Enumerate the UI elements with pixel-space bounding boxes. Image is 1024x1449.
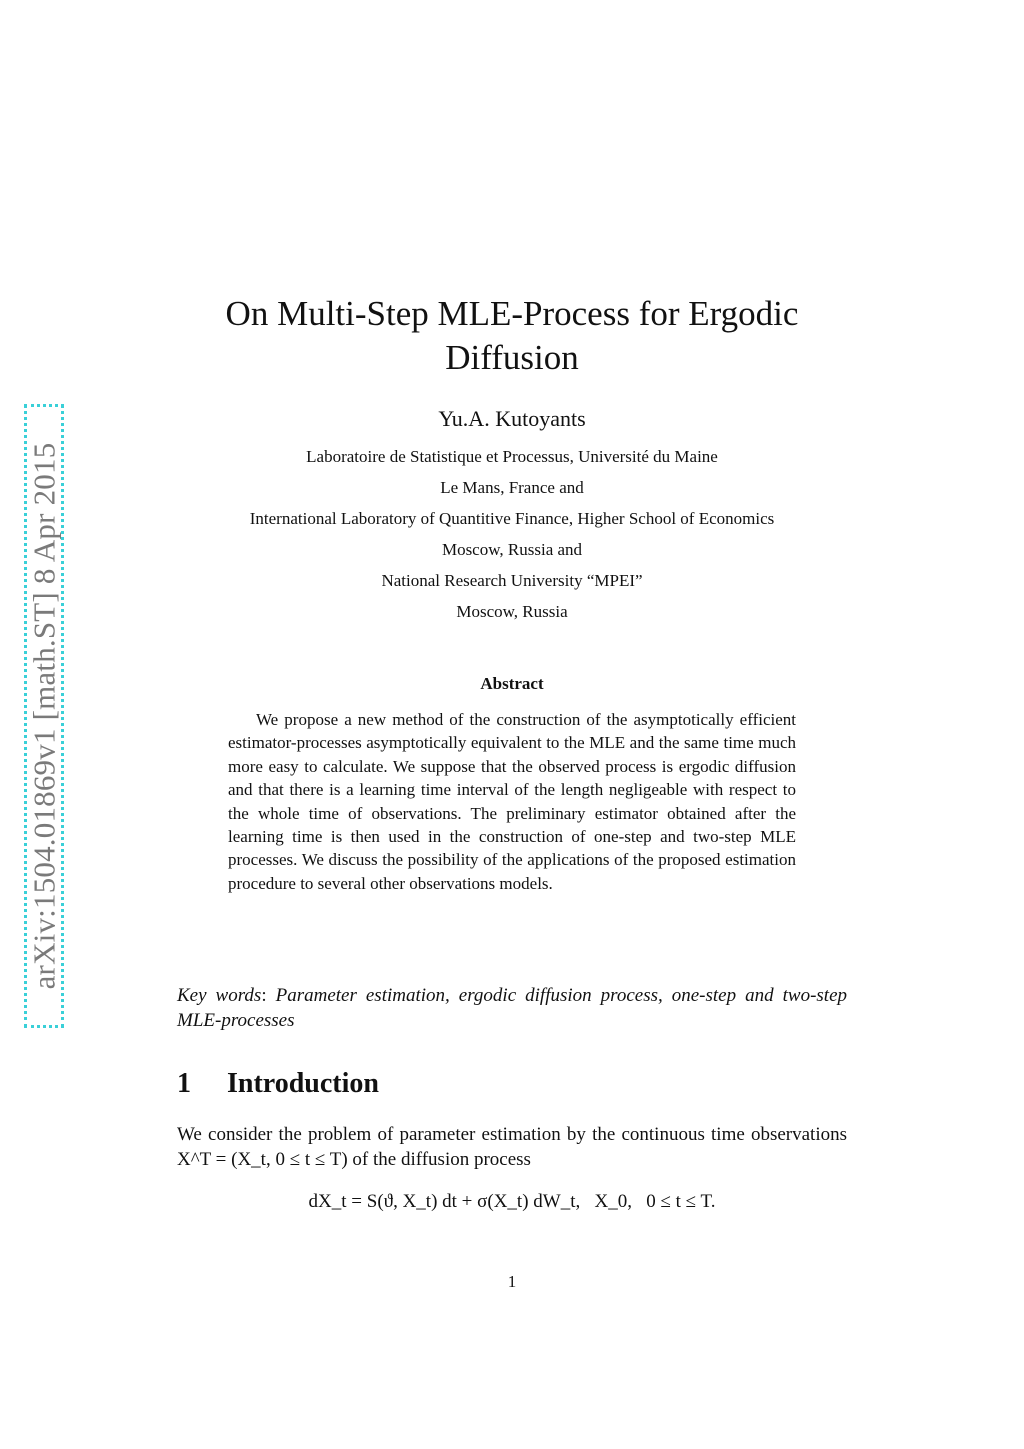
affiliation-line: Le Mans, France and: [440, 478, 584, 497]
keywords: Key words: Parameter estimation, ergodic diffusion process, one-step and two-step MLE-processes: [177, 985, 848, 1031]
diffusion-equation: dX_t = S(ϑ, X_t) dt + σ(X_t) dW_t, X_0, 0 ≤ t ≤ T.: [308, 1191, 716, 1212]
page-number: 1: [507, 1272, 517, 1291]
section-number: 1: [177, 1068, 191, 1099]
affiliation-line: Moscow, Russia: [456, 602, 568, 621]
affiliation-line: Moscow, Russia and: [441, 540, 583, 559]
title-line-2: Diffusion: [445, 338, 579, 377]
abstract-heading: Abstract: [480, 674, 544, 693]
affiliation-line: National Research University “MPEI”: [381, 571, 643, 590]
arxiv-stamp-text: arXiv:1504.01869v1 [math.ST] 8 Apr 2015: [26, 442, 61, 990]
intro-paragraph: We consider the problem of parameter estimation by the continuous time observations X^T = (X_t, 0 ≤ t ≤ T) of the diffusion process: [177, 1124, 847, 1170]
keywords-label: Key words: [177, 985, 262, 1006]
section-title: Introduction: [227, 1068, 379, 1099]
affiliations: [150, 441, 874, 627]
section-heading: [177, 1068, 379, 1100]
affiliation-line: Laboratoire de Statistique et Processus, Université du Maine: [306, 447, 718, 466]
paper-title: [170, 292, 854, 380]
abstract-body: We propose a new method of the construction of the asymptotically efficient estimator-processes asymptotically equivalent to the MLE and the same time much more easy to calculate. We suppose that the observed process is ergodic diffusion and that there is a learning time interval of the length negligeable with respect to the whole time of observations. The preliminary estimator obtained after the learning time is then used in the construction of one-step and two-step MLE processes. We discuss the possibility of the applications of the proposed estimation procedure to several other observations models.: [228, 710, 796, 893]
title-line-1: On Multi-Step MLE-Process for Ergodic: [225, 294, 799, 333]
affiliation-line: International Laboratory of Quantitive Finance, Higher School of Economics: [249, 509, 775, 528]
keywords-text: Parameter estimation, ergodic diffusion process, one-step and two-step MLE-processes: [177, 985, 848, 1031]
author-name: Yu.A. Kutoyants: [438, 406, 586, 431]
arxiv-stamp: [24, 404, 64, 1028]
